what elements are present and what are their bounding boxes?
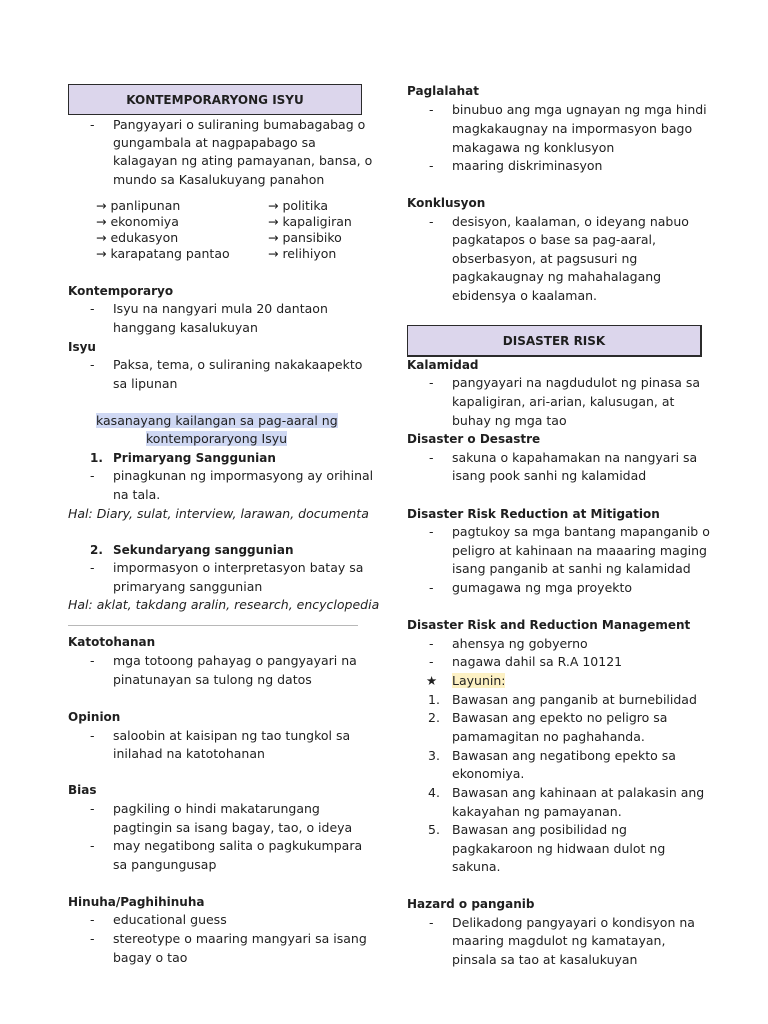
heading-konklusyon: Konklusyon (407, 196, 486, 210)
star-icon: ★ (426, 673, 438, 688)
bullet-dash: - (429, 102, 434, 117)
definition-line: ahensya ng gobyerno (452, 636, 588, 651)
intro-line: mundo sa Kasalukuyang panahon (113, 172, 325, 187)
highlighted-subtitle: kasanayang kailangan sa pag-aaral ng (96, 413, 338, 428)
heading-sekundaryang-sanggunian: Sekundaryang sanggunian (113, 543, 294, 557)
definition-line: Isyu na nangyari mula 20 dantaon (113, 301, 328, 316)
goal-line: Bawasan ang panganib at burnebilidad (452, 692, 697, 707)
bullet-dash: - (90, 653, 95, 668)
bullet-dash: - (90, 357, 95, 372)
definition-line: buhay ng mga tao (452, 413, 567, 428)
heading-hinuha: Hinuha/Paghihinuha (68, 895, 205, 909)
bullet-dash: - (429, 375, 434, 390)
list-number: 1. (90, 451, 103, 465)
topic-arrow: → edukasyon (96, 230, 179, 245)
definition-line: isang panganib at sanhi ng kalamidad (452, 561, 691, 576)
header-kontemporaryong-isyu: KONTEMPORARYONG ISYU (68, 84, 362, 115)
definition-line: bagay o tao (113, 950, 188, 965)
definition-line: pagkatapos o base sa pag-aaral, (452, 232, 656, 247)
bullet-dash: - (429, 915, 434, 930)
bullet-dash: - (90, 728, 95, 743)
bullet-dash: - (429, 450, 434, 465)
goal-line: sakuna. (452, 859, 501, 874)
goal-line: pamamagitan no paghahanda. (452, 729, 645, 744)
bullet-dash: - (90, 912, 95, 927)
topic-arrow: → ekonomiya (96, 214, 179, 229)
definition-line: educational guess (113, 912, 227, 927)
bullet-dash: - (429, 636, 434, 651)
definition-line: pagtukoy sa mga bantang mapanganib o (452, 524, 710, 539)
definition-line: kapaligiran, ari-arian, kalusugan, at (452, 394, 675, 409)
heading-isyu: Isyu (68, 340, 96, 354)
definition-line: gumagawa ng mga proyekto (452, 580, 633, 595)
bullet-dash: - (90, 931, 95, 946)
bullet-dash: - (429, 214, 434, 229)
definition-line: pinatunayan sa tulong ng datos (113, 672, 312, 687)
definition-line: sakuna o kapahamakan na nangyari sa (452, 450, 698, 465)
definition-line: isang pook sanhi ng kalamidad (452, 468, 647, 483)
intro-line: gungambala at nagpapabago sa (113, 135, 316, 150)
definition-line: pagkiling o hindi makatarungang (113, 801, 320, 816)
highlighted-subtitle: kontemporaryong Isyu (146, 431, 288, 446)
goal-line: pagkakaroon ng hidwaan dulot ng (452, 841, 666, 856)
heading-primaryang-sanggunian: Primaryang Sanggunian (113, 451, 276, 465)
list-number: 2. (90, 543, 103, 557)
topic-arrow: → karapatang pantao (96, 246, 230, 261)
goal-number: 2. (428, 710, 440, 725)
topic-arrow: → politika (268, 198, 329, 213)
heading-katotohanan: Katotohanan (68, 635, 156, 649)
bullet-dash: - (429, 580, 434, 595)
goal-number: 4. (428, 785, 440, 800)
definition-line: obserbasyon, at pagsusuri ng (452, 251, 638, 266)
goal-number: 1. (428, 692, 440, 707)
bullet-dash: - (429, 654, 434, 669)
definition-line: may negatibong salita o pagkukumpara (113, 838, 363, 853)
definition-line: makagawa ng konklusyon (452, 140, 615, 155)
definition-line: pagtingin sa isang bagay, tao, o ideya (113, 820, 353, 835)
heading-paglalahat: Paglalahat (407, 84, 479, 98)
definition-line: primaryang sanggunian (113, 579, 263, 594)
bullet-dash: - (90, 301, 95, 316)
intro-line: kalagayan ng ating pamayanan, bansa, o (113, 153, 373, 168)
heading-opinion: Opinion (68, 710, 121, 724)
example-text: Hal: aklat, takdang aralin, research, encyclopedia (68, 597, 380, 612)
goal-number: 5. (428, 822, 440, 837)
definition-line: impormasyon o interpretasyon batay sa (113, 560, 364, 575)
definition-line: sa pangungusap (113, 857, 217, 872)
header-disaster-risk: DISASTER RISK (407, 325, 702, 357)
goal-line: Bawasan ang negatibong epekto sa (452, 748, 676, 763)
layunin-label: Layunin: (452, 673, 506, 688)
definition-line: pagkakaugnay ng mahahalagang (452, 269, 662, 284)
goal-line: kakayahan ng pamayanan. (452, 804, 622, 819)
definition-line: binubuo ang mga ugnayan ng mga hindi (452, 102, 707, 117)
definition-line: desisyon, kaalaman, o ideyang nabuo (452, 214, 689, 229)
definition-line: saloobin at kaisipan ng tao tungkol sa (113, 728, 351, 743)
example-text: Hal: Diary, sulat, interview, larawan, documenta (68, 506, 369, 521)
intro-line: Pangyayari o suliraning bumabagabag o (113, 117, 366, 132)
goal-line: Bawasan ang posibilidad ng (452, 822, 627, 837)
definition-line: maaring magdulot ng kamatayan, (452, 933, 666, 948)
definition-line: peligro at kahinaan na maaaring maging (452, 543, 707, 558)
heading-kontemporaryo: Kontemporaryo (68, 284, 174, 298)
bullet-dash: - (429, 524, 434, 539)
heading-disaster: Disaster o Desastre (407, 432, 541, 446)
topic-arrow: → panlipunan (96, 198, 181, 213)
heading-drr-mitigation: Disaster Risk Reduction at Mitigation (407, 507, 660, 521)
definition-line: pinsala sa tao at kasalukuyan (452, 952, 638, 967)
definition-line: inilahad na katotohanan (113, 746, 265, 761)
definition-line: pangyayari na nagdudulot ng pinasa sa (452, 375, 701, 390)
bullet-dash: - (90, 560, 95, 575)
definition-line: magkakaugnay na impormasyon bago (452, 121, 693, 136)
bullet-dash: - (90, 801, 95, 816)
goal-line: ekonomiya. (452, 766, 525, 781)
divider (68, 625, 358, 626)
bullet-dash: - (90, 838, 95, 853)
definition-line: na tala. (113, 487, 161, 502)
topic-arrow: → relihiyon (268, 246, 337, 261)
bullet-dash: - (90, 468, 95, 483)
topic-arrow: → pansibiko (268, 230, 342, 245)
definition-line: pinagkunan ng impormasyong ay orihinal (113, 468, 374, 483)
definition-line: ebidensya o kaalaman. (452, 288, 598, 303)
definition-line: Delikadong pangyayari o kondisyon na (452, 915, 695, 930)
goal-number: 3. (428, 748, 440, 763)
definition-line: sa lipunan (113, 376, 178, 391)
definition-line: stereotype o maaring mangyari sa isang (113, 931, 367, 946)
definition-line: maaring diskriminasyon (452, 158, 603, 173)
heading-bias: Bias (68, 783, 97, 797)
definition-line: hanggang kasalukuyan (113, 320, 258, 335)
goal-line: Bawasan ang epekto no peligro sa (452, 710, 668, 725)
heading-drr-management: Disaster Risk and Reduction Management (407, 618, 691, 632)
heading-kalamidad: Kalamidad (407, 358, 479, 372)
definition-line: Paksa, tema, o suliraning nakakaapekto (113, 357, 363, 372)
definition-line: nagawa dahil sa R.A 10121 (452, 654, 623, 669)
bullet-dash: - (90, 117, 95, 132)
topic-arrow: → kapaligiran (268, 214, 352, 229)
goal-line: Bawasan ang kahinaan at palakasin ang (452, 785, 705, 800)
heading-hazard: Hazard o panganib (407, 897, 535, 911)
bullet-dash: - (429, 158, 434, 173)
definition-line: mga totoong pahayag o pangyayari na (113, 653, 357, 668)
